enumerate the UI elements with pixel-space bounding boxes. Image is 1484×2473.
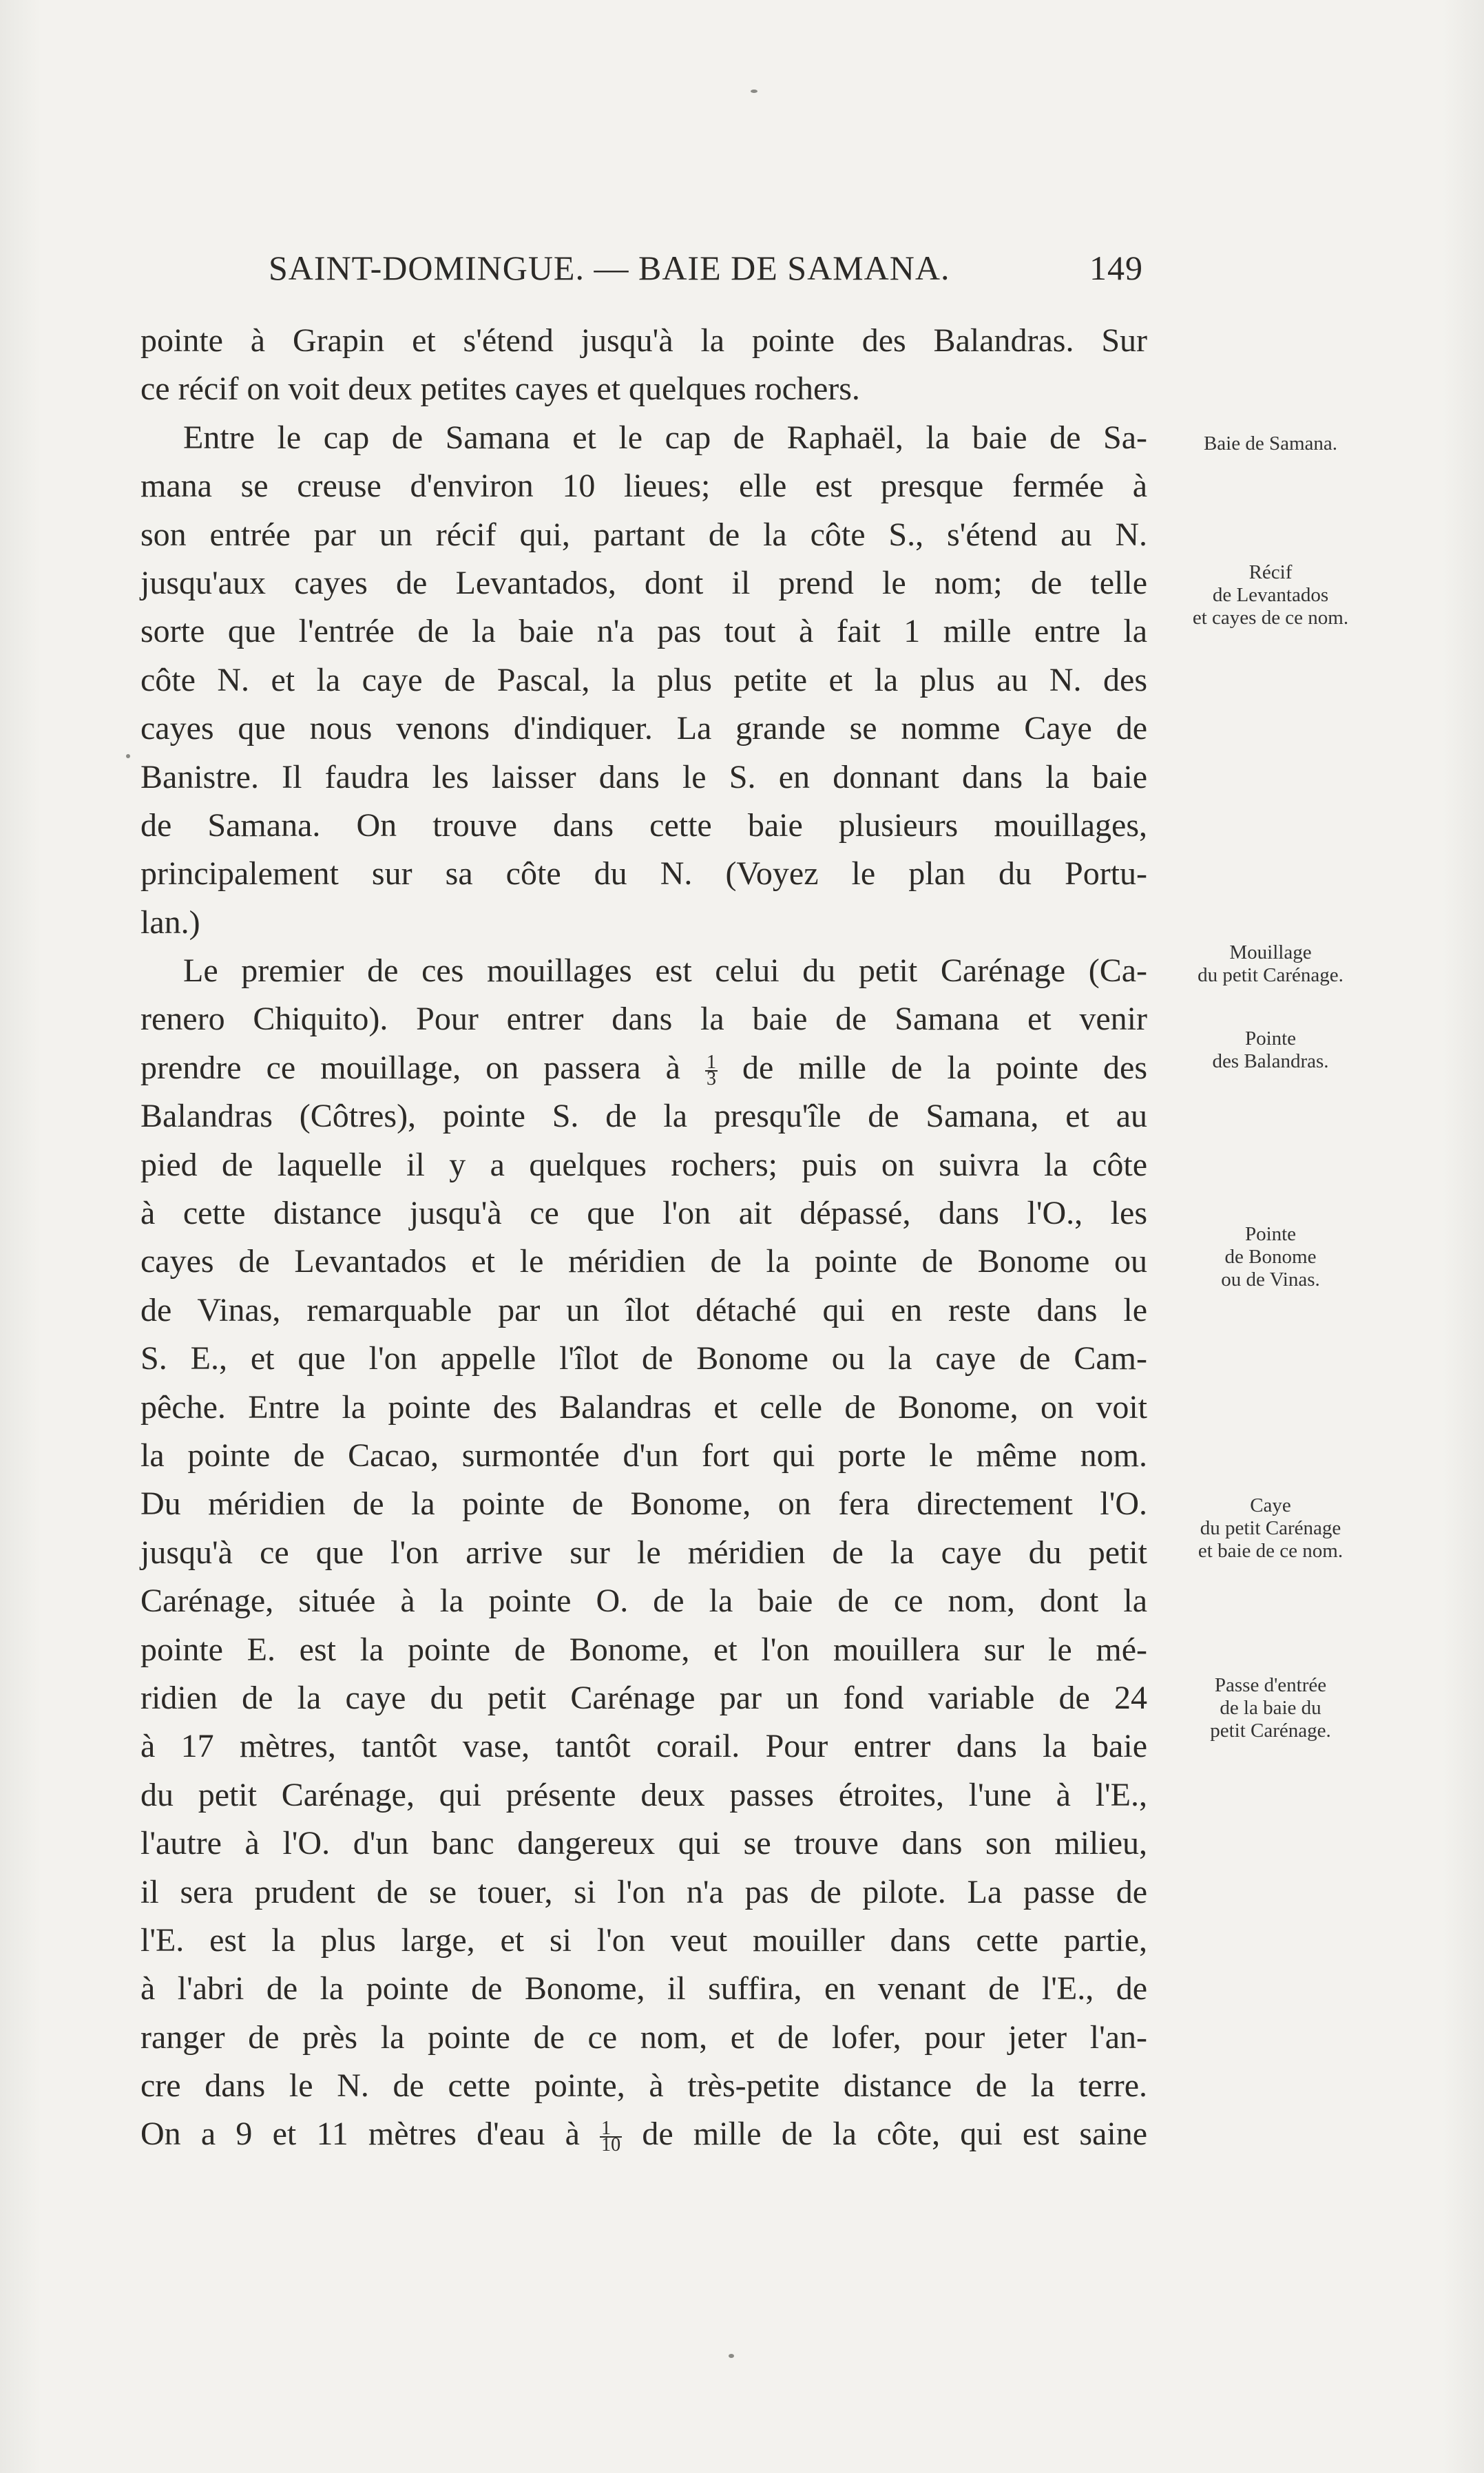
text-line: de Vinas, remarquable par un îlot détaché qui en reste dans le	[140, 1291, 1147, 1328]
text-line: à 17 mètres, tantôt vase, tantôt corail. Pour entrer dans la baie	[140, 1728, 1147, 1765]
text-line: lan.)	[140, 904, 200, 941]
margin-note-mouillage	[1171, 941, 1370, 987]
paper-speck	[729, 2354, 734, 2358]
paper-speck	[751, 90, 757, 93]
fraction-denominator: 10	[601, 2134, 621, 2156]
margin-note-line: ou de Vinas.	[1221, 1269, 1320, 1291]
text-line: à cette distance jusqu'à ce que l'on ait dépassé, dans l'O., les	[140, 1195, 1147, 1232]
text-line: il sera prudent de se touer, si l'on n'a pas de pilote. La passe de	[140, 1873, 1147, 1910]
text-line: Du méridien de la pointe de Bonome, on fera directement l'O.	[140, 1485, 1147, 1523]
margin-note-pointe-bonome	[1171, 1223, 1370, 1291]
text-line: du petit Carénage, qui présente deux passes étroites, l'une à l'E.,	[140, 1776, 1147, 1813]
margin-note-line: Pointe	[1244, 1027, 1297, 1050]
text-line: côte N. et la caye de Pascal, la plus petite et la plus au N. des	[140, 661, 1147, 698]
text-line: pied de laquelle il y a quelques rochers; puis on suivra la côte	[140, 1146, 1147, 1183]
text-line: ce récif on voit deux petites cayes et quelques rochers.	[140, 371, 860, 408]
text-line: renero Chiquito). Pour entrer dans la baie de Samana et venir	[140, 1001, 1147, 1038]
text-line: cre dans le N. de cette pointe, à très-petite distance de la terre.	[140, 2067, 1147, 2105]
fraction-numerator: 1	[600, 2121, 622, 2138]
text-line: de Samana. On trouve dans cette baie plusieurs mouillages,	[140, 806, 1147, 844]
margin-note-baie-de-samana	[1171, 432, 1370, 455]
margin-note-passe-entree	[1171, 1674, 1370, 1742]
margin-note-line: des Balandras.	[1212, 1050, 1329, 1072]
text-line: pointe E. est la pointe de Bonome, et l'on mouillera sur le mé-	[140, 1631, 1147, 1668]
margin-note-line: de la baie du	[1220, 1697, 1321, 1719]
margin-note-line: et cayes de ce nom.	[1192, 607, 1349, 629]
text-line: ridien de la caye du petit Carénage par un fond variable de 24	[140, 1679, 1147, 1716]
margin-note-line: de Levantados	[1212, 584, 1329, 606]
text-line: S. E., et que l'on appelle l'îlot de Bonome ou la caye de Cam-	[140, 1340, 1147, 1377]
page-number: 149	[1089, 249, 1143, 287]
margin-note-line: Mouillage	[1229, 941, 1312, 963]
fraction	[600, 2118, 622, 2156]
fraction-denominator: 3	[706, 1067, 716, 1089]
text-line: l'E. est la plus large, et si l'on veut mouiller dans cette partie,	[140, 1921, 1147, 1959]
margin-note-line: Pointe	[1244, 1223, 1297, 1245]
text-line: pointe à Grapin et s'étend jusqu'à la pointe des Balandras. Sur	[140, 322, 1147, 359]
body-text	[140, 317, 1147, 2159]
margin-note-line: du petit Carénage	[1200, 1517, 1341, 1539]
margin-note-line: du petit Carénage.	[1198, 964, 1344, 986]
margin-note-line: Baie de Samana.	[1203, 432, 1338, 455]
margin-note-pointe-balandras	[1171, 1027, 1370, 1073]
margin-note-recif	[1171, 561, 1370, 629]
text-segment: de mille de la pointe des	[742, 1049, 1148, 1086]
text-line: son entrée par un récif qui, partant de la côte S., s'étend au N.	[140, 516, 1147, 553]
fraction-numerator: 1	[706, 1051, 716, 1073]
text-line: Carénage, située à la pointe O. de la baie de ce nom, dont la	[140, 1583, 1147, 1620]
text-line: la pointe de Cacao, surmontée d'un fort qui porte le même nom.	[140, 1437, 1147, 1474]
text-line	[140, 2110, 1147, 2158]
text-segment: de mille de la côte, qui est saine	[642, 2116, 1148, 2153]
text-segment: On a 9 et 11 mètres d'eau à	[140, 2116, 580, 2153]
margin-note-caye-petit-carenage	[1171, 1494, 1370, 1563]
text-line: principalement sur sa côte du N. (Voyez le plan du Portu-	[140, 855, 1147, 893]
text-segment: prendre ce mouillage, on passera à	[140, 1049, 680, 1086]
text-line: jusqu'à ce que l'on arrive sur le méridien de la caye du petit	[140, 1534, 1147, 1571]
text-line: l'autre à l'O. d'un banc dangereux qui se trouve dans son milieu,	[140, 1825, 1147, 1862]
margin-note-line: Récif	[1248, 561, 1293, 583]
header-title: SAINT-DOMINGUE. — BAIE DE SAMANA.	[269, 249, 950, 287]
text-line: cayes que nous venons d'indiquer. La grande se nomme Caye de	[140, 710, 1147, 747]
margin-note-line: de Bonome	[1224, 1246, 1317, 1268]
text-line: Entre le cap de Samana et le cap de Raphaël, la baie de Sa-	[183, 419, 1147, 456]
margin-note-line: et baie de ce nom.	[1198, 1540, 1344, 1562]
text-line: ranger de près la pointe de ce nom, et de lofer, pour jeter l'an-	[140, 2018, 1147, 2056]
text-line: Balandras (Côtres), pointe S. de la presqu'île de Samana, et au	[140, 1098, 1147, 1135]
margin-note-line: petit Carénage.	[1210, 1720, 1331, 1742]
text-line: cayes de Levantados et le méridien de la pointe de Bonome ou	[140, 1243, 1147, 1280]
text-line: pêche. Entre la pointe des Balandras et celle de Bonome, on voit	[140, 1388, 1147, 1426]
text-line: mana se creuse d'environ 10 lieues; elle est presque fermée à	[140, 468, 1147, 505]
text-line	[140, 1044, 1147, 1092]
text-line: à l'abri de la pointe de Bonome, il suffira, en venant de l'E., de	[140, 1970, 1147, 2007]
text-line: sorte que l'entrée de la baie n'a pas tout à fait 1 mille entre la	[140, 613, 1147, 650]
margin-note-line: Caye	[1250, 1494, 1291, 1516]
text-line: jusqu'aux cayes de Levantados, dont il prend le nom; de telle	[140, 564, 1147, 601]
paper-speck	[126, 754, 130, 758]
running-header	[269, 248, 1143, 296]
margin-note-line: Passe d'entrée	[1214, 1674, 1327, 1696]
text-line: Banistre. Il faudra les laisser dans le S. en donnant dans la baie	[140, 758, 1147, 795]
text-line: Le premier de ces mouillages est celui du petit Carénage (Ca-	[183, 952, 1147, 990]
fraction	[705, 1051, 718, 1089]
